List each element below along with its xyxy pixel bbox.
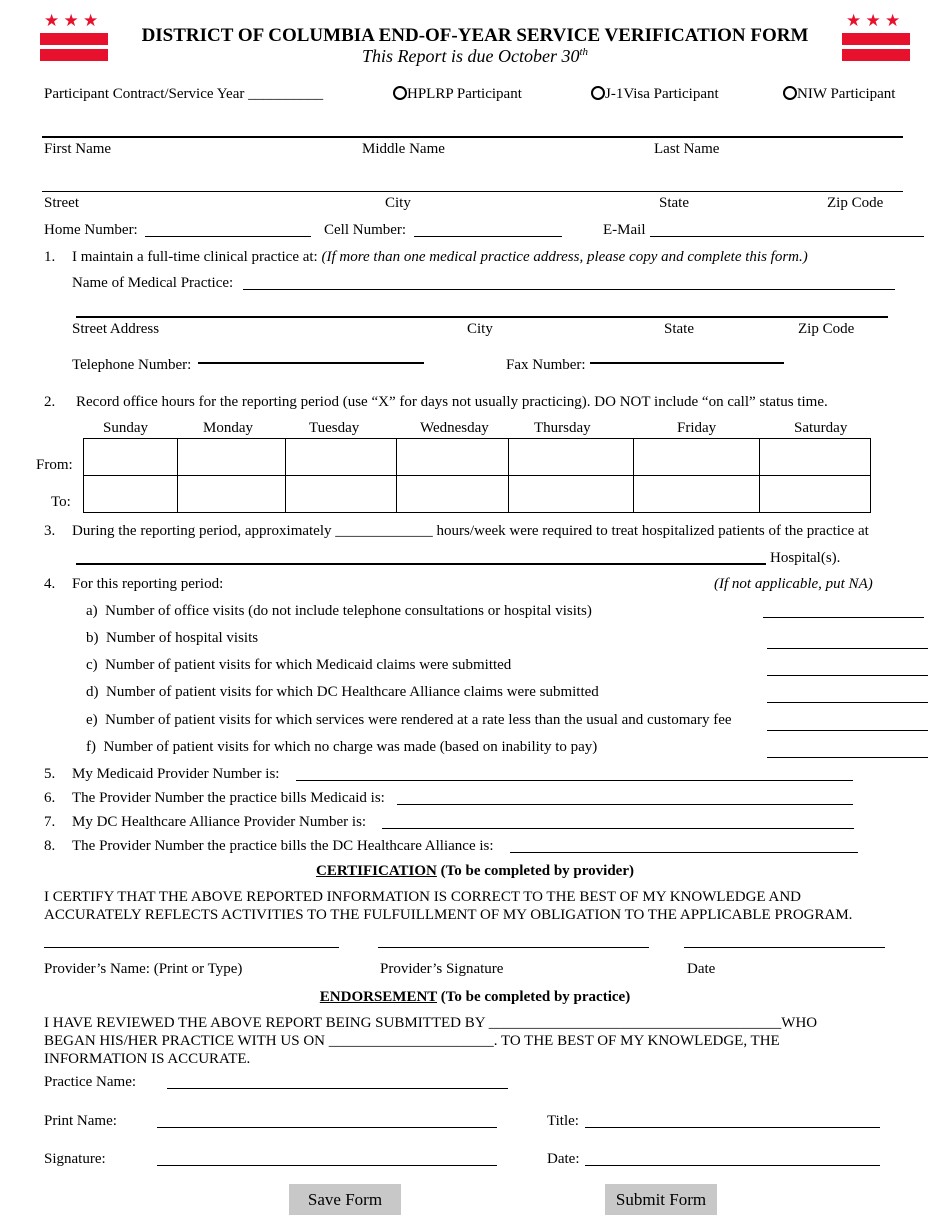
save-form-button[interactable]: Save Form: [289, 1184, 401, 1215]
address-input-line[interactable]: [42, 191, 903, 192]
office-hours-table: [83, 438, 871, 513]
q1-number: 1.: [44, 249, 56, 265]
form-subtitle: This Report is due October 30th: [361, 46, 589, 66]
title-label: Title:: [547, 1113, 579, 1129]
q4-item: e) Number of patient visits for which services were rendered at a rate less than the usual and customary fee: [86, 712, 732, 728]
fax-label: Fax Number:: [506, 357, 586, 373]
day-header: Thursday: [534, 420, 591, 436]
medicaid-visits-field[interactable]: [767, 675, 928, 676]
provider-date-label: Date: [687, 961, 716, 977]
office-visits-field[interactable]: [763, 617, 924, 618]
q2-text: Record office hours for the reporting period (use “X” for days not usually practicing). DO NOT include “on call” status time.: [76, 394, 828, 410]
hplrp-radio[interactable]: HPLRP Participant: [393, 86, 522, 103]
hospital-field[interactable]: [76, 563, 766, 565]
q4-item: b) Number of hospital visits: [86, 630, 259, 646]
state-label: State: [659, 195, 689, 211]
from-label: From:: [36, 457, 73, 473]
practice-street-label: Street Address: [72, 321, 160, 337]
home-number-field[interactable]: [145, 236, 311, 237]
certification-heading: CERTIFICATION (To be completed by provider): [316, 863, 634, 879]
q3-text: During the reporting period, approximately _____________ hours/week were required to treat hospitalized patients of the practice at: [72, 523, 869, 539]
provider-name-field[interactable]: [44, 947, 339, 948]
name-input-line[interactable]: [42, 136, 903, 138]
day-header: Friday: [677, 420, 717, 436]
q6-number: 6.: [44, 790, 56, 806]
q3-number: 3.: [44, 523, 56, 539]
title-field[interactable]: [585, 1127, 880, 1128]
form-title: DISTRICT OF COLUMBIA END-OF-YEAR SERVICE VERIFICATION FORM: [141, 25, 809, 46]
print-name-label: Print Name:: [44, 1113, 117, 1129]
day-header: Sunday: [103, 420, 148, 436]
q2-number: 2.: [44, 394, 56, 410]
practice-name-label: Practice Name:: [44, 1074, 137, 1090]
hours-cell[interactable]: [634, 439, 760, 476]
zip-label: Zip Code: [827, 195, 884, 211]
date-field[interactable]: [585, 1165, 880, 1166]
radio-circle-icon[interactable]: [393, 86, 407, 100]
endorsement-text: I HAVE REVIEWED THE ABOVE REPORT BEING SUBMITTED BY _______________________________________WHO: [44, 1015, 818, 1031]
endorsement-heading: ENDORSEMENT (To be completed by practice): [319, 989, 631, 1005]
practice-name-endorse-field[interactable]: [167, 1088, 508, 1089]
hospital-visits-field[interactable]: [767, 648, 928, 649]
hospital-label: Hospital(s).: [770, 550, 841, 566]
certification-text: I CERTIFY THAT THE ABOVE REPORTED INFORMATION IS CORRECT TO THE BEST OF MY KNOWLEDGE AND: [44, 889, 801, 905]
hours-cell[interactable]: [84, 439, 178, 476]
hours-cell[interactable]: [509, 476, 634, 513]
hours-cell[interactable]: [397, 439, 509, 476]
first-name-label: First Name: [44, 141, 112, 157]
signature-label: Signature:: [44, 1151, 106, 1167]
from-row: [84, 439, 871, 476]
hours-cell[interactable]: [397, 476, 509, 513]
date-label: Date:: [547, 1151, 580, 1167]
to-row: [84, 476, 871, 513]
practice-address-line[interactable]: [76, 316, 888, 318]
provider-signature-label: Provider’s Signature: [380, 961, 504, 977]
alliance-visits-field[interactable]: [767, 702, 928, 703]
hours-cell[interactable]: [760, 476, 871, 513]
hours-cell[interactable]: [509, 439, 634, 476]
hours-cell[interactable]: [84, 476, 178, 513]
hours-cell[interactable]: [178, 439, 286, 476]
alliance-provider-number-field[interactable]: [382, 828, 854, 829]
q4-item: c) Number of patient visits for which Medicaid claims were submitted: [86, 657, 512, 673]
practice-city-label: City: [467, 321, 493, 337]
q1-text: I maintain a full-time clinical practice at: (If more than one medical practice address, please copy and complete this form.): [72, 249, 808, 265]
practice-name-label: Name of Medical Practice:: [72, 275, 234, 291]
q7-number: 7.: [44, 814, 56, 830]
email-label: E-Mail: [603, 222, 646, 238]
q5-text: My Medicaid Provider Number is:: [72, 766, 280, 782]
middle-name-label: Middle Name: [362, 141, 445, 157]
contract-year-field[interactable]: __________: [248, 86, 324, 102]
hours-cell[interactable]: [286, 439, 397, 476]
cell-number-field[interactable]: [414, 236, 562, 237]
cell-number-label: Cell Number:: [324, 222, 407, 238]
last-name-label: Last Name: [654, 141, 720, 157]
telephone-label: Telephone Number:: [72, 357, 192, 373]
q4-item: d) Number of patient visits for which DC Healthcare Alliance claims were submitted: [86, 684, 599, 700]
contract-year-label: Participant Contract/Service Year __________: [44, 86, 324, 102]
home-number-label: Home Number:: [44, 222, 138, 238]
day-header: Tuesday: [309, 420, 360, 436]
reduced-rate-visits-field[interactable]: [767, 730, 928, 731]
radio-circle-icon[interactable]: [591, 86, 605, 100]
to-label: To:: [51, 494, 71, 510]
q4-number: 4.: [44, 576, 56, 592]
q4-item: f) Number of patient visits for which no charge was made (based on inability to pay): [86, 739, 598, 755]
street-label: Street: [44, 195, 79, 211]
day-header: Saturday: [794, 420, 848, 436]
provider-name-label: Provider’s Name: (Print or Type): [44, 961, 243, 977]
hours-cell[interactable]: [178, 476, 286, 513]
certification-text: ACCURATELY REFLECTS ACTIVITIES TO THE FULFUILLMENT OF MY OBLIGATION TO THE APPLICABLE PROGRAM.: [44, 907, 853, 923]
practice-name-field[interactable]: [243, 289, 895, 290]
hours-cell[interactable]: [286, 476, 397, 513]
hours-cell[interactable]: [760, 439, 871, 476]
submit-form-button[interactable]: Submit Form: [605, 1184, 717, 1215]
q5-number: 5.: [44, 766, 56, 782]
endorsement-text: BEGAN HIS/HER PRACTICE WITH US ON ______________________. TO THE BEST OF MY KNOWLEDGE, THE: [44, 1033, 780, 1049]
hours-cell[interactable]: [634, 476, 760, 513]
fax-field[interactable]: [590, 362, 784, 364]
q4-note: (If not applicable, put NA): [714, 576, 873, 592]
email-field[interactable]: [650, 236, 924, 237]
day-header: Monday: [203, 420, 253, 436]
practice-medicaid-number-field[interactable]: [397, 804, 853, 805]
practice-alliance-number-field[interactable]: [510, 852, 858, 853]
provider-signature-field[interactable]: [378, 947, 649, 948]
print-name-field[interactable]: [157, 1127, 497, 1128]
endorsement-text: INFORMATION IS ACCURATE.: [44, 1051, 251, 1067]
telephone-field[interactable]: [198, 362, 424, 364]
q8-number: 8.: [44, 838, 56, 854]
flag-stars: ★ ★ ★: [846, 11, 901, 30]
j1visa-radio[interactable]: J-1Visa Participant: [591, 86, 719, 103]
signature-field[interactable]: [157, 1165, 497, 1166]
q4-item: a) Number of office visits (do not include telephone consultations or hospital visits): [86, 603, 592, 619]
no-charge-visits-field[interactable]: [767, 757, 928, 758]
day-header: Wednesday: [420, 420, 489, 436]
q6-text: The Provider Number the practice bills Medicaid is:: [72, 790, 385, 806]
provider-date-field[interactable]: [684, 947, 885, 948]
niw-radio[interactable]: NIW Participant: [783, 86, 895, 103]
radio-circle-icon[interactable]: [783, 86, 797, 100]
city-label: City: [385, 195, 411, 211]
practice-state-label: State: [664, 321, 694, 337]
q4-text: For this reporting period:: [72, 576, 224, 592]
q8-text: The Provider Number the practice bills the DC Healthcare Alliance is:: [72, 838, 494, 854]
practice-zip-label: Zip Code: [798, 321, 855, 337]
medicaid-provider-number-field[interactable]: [296, 780, 853, 781]
flag-stars: ★ ★ ★: [44, 11, 99, 30]
q7-text: My DC Healthcare Alliance Provider Number is:: [72, 814, 367, 830]
